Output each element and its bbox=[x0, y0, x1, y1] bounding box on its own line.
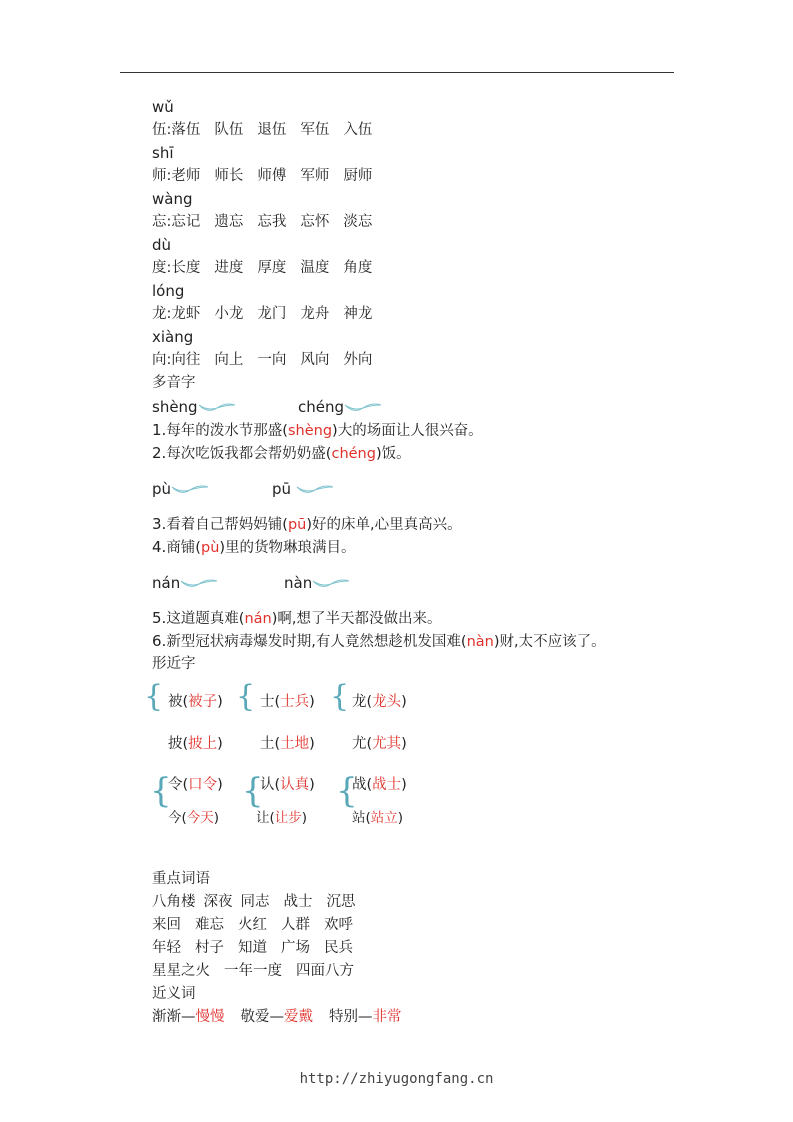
xj-item: 认(认真) bbox=[260, 777, 315, 793]
word: 伍:落伍 bbox=[152, 122, 201, 138]
xj-item: 士(士兵) bbox=[260, 694, 315, 710]
brace-icon: { bbox=[236, 679, 256, 714]
word: 龙门 bbox=[257, 306, 287, 322]
brace-icon: { bbox=[150, 771, 172, 811]
xj-item: 龙(龙头) bbox=[352, 694, 407, 710]
word-line bbox=[152, 303, 712, 326]
brace-icon: { bbox=[330, 679, 350, 714]
word: 角度 bbox=[343, 260, 373, 276]
word: 师长 bbox=[214, 168, 244, 184]
word: 温度 bbox=[300, 260, 330, 276]
group-long bbox=[152, 280, 712, 326]
word: 小龙 bbox=[214, 306, 244, 322]
word: 军师 bbox=[300, 168, 330, 184]
word: 向:向往 bbox=[152, 352, 201, 368]
pinyin: xiàng bbox=[152, 328, 194, 346]
word-line bbox=[152, 211, 712, 234]
sentence: 1.每年的泼水节那盛(shèng)大的场面让人很兴奋。 bbox=[152, 421, 483, 439]
pinyin-a: shèng bbox=[152, 395, 236, 419]
word: 龙舟 bbox=[300, 306, 330, 322]
pinyin-pair bbox=[152, 477, 712, 501]
brace-icon: { bbox=[144, 679, 164, 714]
group-du bbox=[152, 234, 712, 280]
word-line bbox=[152, 119, 712, 142]
pinyin-b: pū bbox=[272, 477, 334, 501]
worksheet-content bbox=[144, 96, 712, 1029]
word: 忘:忘记 bbox=[152, 214, 201, 230]
brace-icon: { bbox=[242, 771, 264, 811]
footer-url[interactable]: http://zhiyugongfang.cn bbox=[299, 1071, 494, 1087]
wave-icon bbox=[198, 402, 236, 414]
word-line: 星星之火 一年一度 四面八方 bbox=[152, 963, 354, 979]
word: 一向 bbox=[257, 352, 287, 368]
word: 队伍 bbox=[214, 122, 244, 138]
header-rule bbox=[120, 72, 674, 73]
xj-item: 战(战士) bbox=[352, 777, 407, 793]
word: 向上 bbox=[214, 352, 244, 368]
word: 军伍 bbox=[300, 122, 330, 138]
sentence: 5.这道题真难(nán)啊,想了半天都没做出来。 bbox=[152, 609, 442, 627]
word: 退伍 bbox=[257, 122, 287, 138]
word: 忘怀 bbox=[300, 214, 330, 230]
synonym-line: 渐渐—慢慢 敬爱—爱戴 特别—非常 bbox=[152, 1009, 402, 1025]
section-title-duoyin: 多音字 bbox=[152, 375, 196, 391]
pinyin-b: nàn bbox=[284, 571, 350, 595]
sentence: 4.商铺(pù)里的货物琳琅满目。 bbox=[152, 538, 356, 556]
word-line bbox=[152, 349, 712, 372]
group-wu bbox=[152, 96, 712, 142]
pinyin-pair bbox=[152, 395, 712, 419]
wave-icon bbox=[171, 484, 209, 496]
word: 龙:龙虾 bbox=[152, 306, 201, 322]
xj-item: 尤(尤其) bbox=[352, 736, 407, 752]
pinyin-a: nán bbox=[152, 571, 218, 595]
xj-item: 今(今天) bbox=[168, 810, 220, 826]
pinyin: lóng bbox=[152, 282, 185, 300]
section-title-jinyi: 近义词 bbox=[152, 986, 196, 1002]
word-line: 年轻 村子 知道 广场 民兵 bbox=[152, 940, 353, 956]
pinyin-a: pù bbox=[152, 477, 209, 501]
word: 风向 bbox=[300, 352, 330, 368]
section-title-zhongdian: 重点词语 bbox=[152, 871, 210, 887]
word: 师傅 bbox=[257, 168, 287, 184]
xj-item: 让(让步) bbox=[256, 810, 308, 826]
pinyin: dù bbox=[152, 236, 172, 254]
word: 入伍 bbox=[343, 122, 373, 138]
group-shi bbox=[152, 142, 712, 188]
wave-icon bbox=[296, 484, 334, 496]
xj-item: 站(站立) bbox=[352, 810, 404, 826]
section-title-xingjin: 形近字 bbox=[152, 656, 196, 672]
pinyin-b: chéng bbox=[298, 395, 382, 419]
xj-item: 披(披上) bbox=[168, 736, 223, 752]
sentence: 2.每次吃饭我都会帮奶奶盛(chéng)饭。 bbox=[152, 444, 411, 462]
wave-icon bbox=[180, 578, 218, 590]
word: 师:老师 bbox=[152, 168, 201, 184]
wave-icon bbox=[344, 402, 382, 414]
group-xiang bbox=[152, 326, 712, 372]
word-line: 八角楼 深夜 同志 战士 沉思 bbox=[152, 894, 356, 910]
word-line bbox=[152, 257, 712, 280]
word-line bbox=[152, 165, 712, 188]
pinyin: shī bbox=[152, 144, 174, 162]
xj-item: 土(土地) bbox=[260, 736, 315, 752]
sentence: 3.看着自己帮妈妈铺(pū)好的床单,心里真高兴。 bbox=[152, 515, 462, 533]
word-line: 来回 难忘 火红 人群 欢呼 bbox=[152, 917, 353, 933]
word: 度:长度 bbox=[152, 260, 201, 276]
group-wang bbox=[152, 188, 712, 234]
xingjin-grid bbox=[144, 676, 712, 826]
brace-icon: { bbox=[336, 771, 358, 811]
pinyin-pair bbox=[152, 571, 712, 595]
word: 进度 bbox=[214, 260, 244, 276]
word: 淡忘 bbox=[343, 214, 373, 230]
xj-item: 被(被子) bbox=[168, 694, 223, 710]
pinyin: wǔ bbox=[152, 98, 174, 116]
word: 外向 bbox=[343, 352, 373, 368]
word: 厨师 bbox=[343, 168, 373, 184]
word: 遗忘 bbox=[214, 214, 244, 230]
word: 忘我 bbox=[257, 214, 287, 230]
wave-icon bbox=[312, 578, 350, 590]
word: 神龙 bbox=[343, 306, 373, 322]
sentence: 6.新型冠状病毒爆发时期,有人竟然想趁机发国难(nàn)财,太不应该了。 bbox=[152, 632, 606, 650]
word: 厚度 bbox=[257, 260, 287, 276]
pinyin: wàng bbox=[152, 190, 193, 208]
xj-item: 令(口令) bbox=[168, 777, 223, 793]
